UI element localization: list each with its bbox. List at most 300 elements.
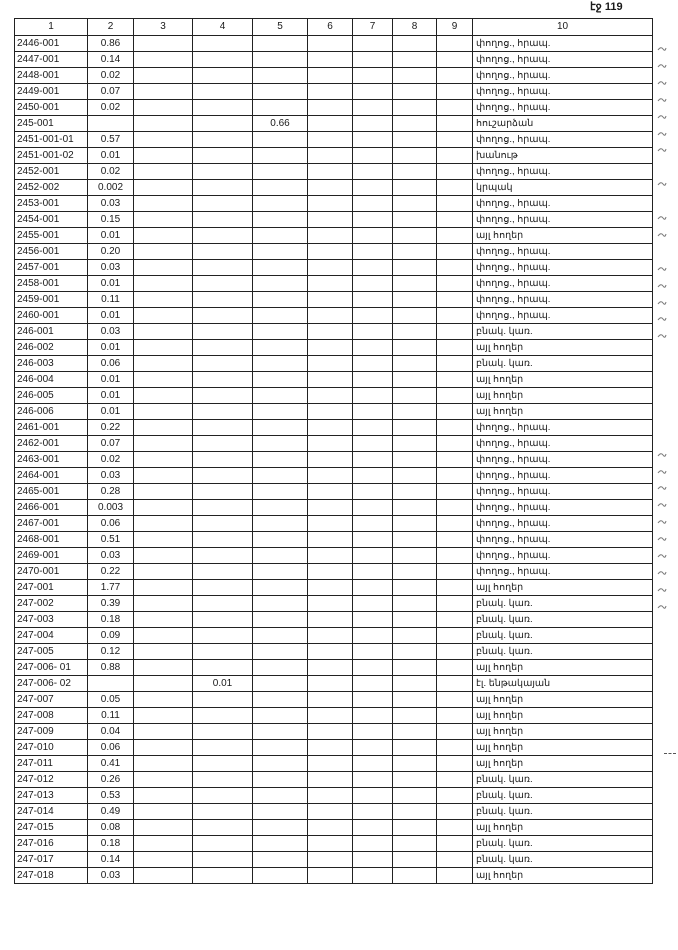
cell-col-7 bbox=[353, 612, 393, 628]
cell-col-5 bbox=[253, 484, 308, 500]
cell-col-9 bbox=[437, 36, 473, 52]
cell-col-10: փողոց., հրապ. bbox=[473, 308, 653, 324]
table-row bbox=[15, 52, 653, 68]
cell-col-7 bbox=[353, 628, 393, 644]
table-row bbox=[15, 596, 653, 612]
cell-col-8 bbox=[393, 276, 437, 292]
land-register-table bbox=[14, 18, 653, 884]
cell-col-7 bbox=[353, 564, 393, 580]
table-row bbox=[15, 212, 653, 228]
cell-col-10: փողոց., հրապ. bbox=[473, 164, 653, 180]
cell-col-8 bbox=[393, 660, 437, 676]
cell-col-3 bbox=[134, 500, 193, 516]
cell-col-5 bbox=[253, 724, 308, 740]
cell-col-6 bbox=[308, 580, 353, 596]
cell-col-6 bbox=[308, 420, 353, 436]
table-row bbox=[15, 228, 653, 244]
cell-col-9 bbox=[437, 452, 473, 468]
cell-col-1: 2458-001 bbox=[15, 276, 88, 292]
cell-col-1: 2461-001 bbox=[15, 420, 88, 436]
cell-col-3 bbox=[134, 116, 193, 132]
cell-col-5 bbox=[253, 516, 308, 532]
cell-col-2: 0.22 bbox=[88, 420, 134, 436]
cell-col-9 bbox=[437, 276, 473, 292]
cell-col-6 bbox=[308, 36, 353, 52]
cell-col-5 bbox=[253, 356, 308, 372]
cell-col-5 bbox=[253, 372, 308, 388]
cell-col-2: 0.06 bbox=[88, 516, 134, 532]
cell-col-9 bbox=[437, 244, 473, 260]
cell-col-1: 2457-001 bbox=[15, 260, 88, 276]
cell-col-7 bbox=[353, 836, 393, 852]
cell-col-8 bbox=[393, 596, 437, 612]
table-row bbox=[15, 148, 653, 164]
cell-col-4 bbox=[193, 420, 253, 436]
cell-col-8 bbox=[393, 372, 437, 388]
cell-col-5 bbox=[253, 132, 308, 148]
cell-col-10: էլ. ենթակայան bbox=[473, 676, 653, 692]
cell-col-1: 247-005 bbox=[15, 644, 88, 660]
column-header-7: 7 bbox=[353, 19, 393, 36]
cell-col-10: այլ հողեր bbox=[473, 868, 653, 884]
cell-col-3 bbox=[134, 852, 193, 868]
cell-col-1: 2470-001 bbox=[15, 564, 88, 580]
table-row bbox=[15, 260, 653, 276]
cell-col-7 bbox=[353, 532, 393, 548]
cell-col-10: փողոց., հրապ. bbox=[473, 68, 653, 84]
cell-col-8 bbox=[393, 36, 437, 52]
cell-col-7 bbox=[353, 804, 393, 820]
cell-col-4 bbox=[193, 548, 253, 564]
cell-col-1: 2464-001 bbox=[15, 468, 88, 484]
cell-col-5 bbox=[253, 756, 308, 772]
cell-col-2: 0.03 bbox=[88, 196, 134, 212]
cell-col-8 bbox=[393, 228, 437, 244]
cell-col-4 bbox=[193, 36, 253, 52]
cell-col-6 bbox=[308, 52, 353, 68]
cell-col-5 bbox=[253, 436, 308, 452]
cell-col-8 bbox=[393, 308, 437, 324]
cell-col-9 bbox=[437, 628, 473, 644]
cell-col-1: 2466-001 bbox=[15, 500, 88, 516]
cell-col-2: 0.53 bbox=[88, 788, 134, 804]
cell-col-8 bbox=[393, 820, 437, 836]
table-row bbox=[15, 740, 653, 756]
cell-col-1: 2447-001 bbox=[15, 52, 88, 68]
table-row bbox=[15, 372, 653, 388]
cell-col-8 bbox=[393, 612, 437, 628]
margin-tick-mark bbox=[657, 281, 673, 293]
cell-col-9 bbox=[437, 420, 473, 436]
column-header-1: 1 bbox=[15, 19, 88, 36]
cell-col-1: 247-001 bbox=[15, 580, 88, 596]
cell-col-6 bbox=[308, 836, 353, 852]
cell-col-1: 247-017 bbox=[15, 852, 88, 868]
cell-col-3 bbox=[134, 180, 193, 196]
cell-col-8 bbox=[393, 68, 437, 84]
cell-col-9 bbox=[437, 404, 473, 420]
cell-col-9 bbox=[437, 500, 473, 516]
header-row bbox=[15, 19, 653, 36]
table-row bbox=[15, 644, 653, 660]
cell-col-3 bbox=[134, 452, 193, 468]
cell-col-3 bbox=[134, 836, 193, 852]
cell-col-10: խանութ bbox=[473, 148, 653, 164]
cell-col-2: 0.02 bbox=[88, 100, 134, 116]
cell-col-2: 0.11 bbox=[88, 708, 134, 724]
cell-col-5 bbox=[253, 804, 308, 820]
cell-col-3 bbox=[134, 596, 193, 612]
cell-col-1: 2449-001 bbox=[15, 84, 88, 100]
cell-col-6 bbox=[308, 756, 353, 772]
cell-col-1: 2446-001 bbox=[15, 36, 88, 52]
cell-col-3 bbox=[134, 420, 193, 436]
cell-col-5 bbox=[253, 36, 308, 52]
cell-col-3 bbox=[134, 100, 193, 116]
cell-col-6 bbox=[308, 148, 353, 164]
cell-col-5 bbox=[253, 820, 308, 836]
cell-col-1: 2451-001-02 bbox=[15, 148, 88, 164]
table-row bbox=[15, 116, 653, 132]
cell-col-1: 247-010 bbox=[15, 740, 88, 756]
cell-col-5 bbox=[253, 740, 308, 756]
cell-col-3 bbox=[134, 756, 193, 772]
table-row bbox=[15, 756, 653, 772]
cell-col-3 bbox=[134, 132, 193, 148]
cell-col-3 bbox=[134, 580, 193, 596]
cell-col-3 bbox=[134, 148, 193, 164]
cell-col-7 bbox=[353, 52, 393, 68]
cell-col-9 bbox=[437, 548, 473, 564]
cell-col-3 bbox=[134, 68, 193, 84]
cell-col-9 bbox=[437, 852, 473, 868]
cell-col-8 bbox=[393, 148, 437, 164]
cell-col-4 bbox=[193, 452, 253, 468]
cell-col-5 bbox=[253, 772, 308, 788]
cell-col-4 bbox=[193, 564, 253, 580]
cell-col-8 bbox=[393, 84, 437, 100]
cell-col-2: 0.20 bbox=[88, 244, 134, 260]
table-row bbox=[15, 292, 653, 308]
cell-col-4 bbox=[193, 260, 253, 276]
margin-tick-mark bbox=[657, 78, 673, 90]
cell-col-6 bbox=[308, 564, 353, 580]
cell-col-7 bbox=[353, 548, 393, 564]
cell-col-7 bbox=[353, 260, 393, 276]
cell-col-3 bbox=[134, 548, 193, 564]
cell-col-10: այլ հողեր bbox=[473, 660, 653, 676]
cell-col-7 bbox=[353, 164, 393, 180]
cell-col-9 bbox=[437, 436, 473, 452]
cell-col-7 bbox=[353, 100, 393, 116]
cell-col-4 bbox=[193, 596, 253, 612]
margin-tick-mark bbox=[657, 264, 673, 276]
cell-col-9 bbox=[437, 772, 473, 788]
column-header-4: 4 bbox=[193, 19, 253, 36]
margin-tick-mark bbox=[657, 331, 673, 343]
cell-col-5 bbox=[253, 180, 308, 196]
table-row bbox=[15, 324, 653, 340]
cell-col-8 bbox=[393, 388, 437, 404]
table-row bbox=[15, 804, 653, 820]
cell-col-8 bbox=[393, 788, 437, 804]
margin-tick-mark bbox=[657, 61, 673, 73]
cell-col-9 bbox=[437, 164, 473, 180]
cell-col-4 bbox=[193, 852, 253, 868]
cell-col-7 bbox=[353, 708, 393, 724]
cell-col-2: 0.07 bbox=[88, 84, 134, 100]
cell-col-3 bbox=[134, 436, 193, 452]
cell-col-9 bbox=[437, 180, 473, 196]
cell-col-2: 0.11 bbox=[88, 292, 134, 308]
cell-col-1: 247-003 bbox=[15, 612, 88, 628]
cell-col-1: 246-003 bbox=[15, 356, 88, 372]
cell-col-6 bbox=[308, 132, 353, 148]
margin-tick-mark bbox=[657, 585, 673, 597]
cell-col-7 bbox=[353, 324, 393, 340]
cell-col-7 bbox=[353, 228, 393, 244]
cell-col-3 bbox=[134, 260, 193, 276]
cell-col-1: 2459-001 bbox=[15, 292, 88, 308]
cell-col-6 bbox=[308, 468, 353, 484]
cell-col-1: 246-005 bbox=[15, 388, 88, 404]
cell-col-6 bbox=[308, 212, 353, 228]
cell-col-6 bbox=[308, 340, 353, 356]
cell-col-5 bbox=[253, 324, 308, 340]
cell-col-10: բնակ. կառ. bbox=[473, 788, 653, 804]
cell-col-4 bbox=[193, 532, 253, 548]
cell-col-4 bbox=[193, 164, 253, 180]
cell-col-2: 0.39 bbox=[88, 596, 134, 612]
table-row bbox=[15, 516, 653, 532]
cell-col-5 bbox=[253, 580, 308, 596]
cell-col-8 bbox=[393, 772, 437, 788]
margin-tick-mark bbox=[657, 145, 673, 157]
cell-col-10: այլ հողեր bbox=[473, 708, 653, 724]
margin-tick-mark bbox=[657, 568, 673, 580]
cell-col-6 bbox=[308, 772, 353, 788]
cell-col-9 bbox=[437, 292, 473, 308]
cell-col-1: 246-006 bbox=[15, 404, 88, 420]
cell-col-5 bbox=[253, 692, 308, 708]
cell-col-4 bbox=[193, 436, 253, 452]
cell-col-2: 0.01 bbox=[88, 228, 134, 244]
cell-col-5 bbox=[253, 404, 308, 420]
cell-col-4 bbox=[193, 644, 253, 660]
cell-col-6 bbox=[308, 724, 353, 740]
table-row bbox=[15, 164, 653, 180]
cell-col-10: փողոց., հրապ. bbox=[473, 52, 653, 68]
table-row bbox=[15, 628, 653, 644]
cell-col-1: 247-011 bbox=[15, 756, 88, 772]
cell-col-2: 0.15 bbox=[88, 212, 134, 228]
table-row bbox=[15, 484, 653, 500]
cell-col-4 bbox=[193, 708, 253, 724]
cell-col-4 bbox=[193, 404, 253, 420]
cell-col-6 bbox=[308, 244, 353, 260]
cell-col-2: 0.01 bbox=[88, 404, 134, 420]
cell-col-6 bbox=[308, 100, 353, 116]
cell-col-2: 0.03 bbox=[88, 548, 134, 564]
cell-col-9 bbox=[437, 692, 473, 708]
cell-col-9 bbox=[437, 660, 473, 676]
cell-col-4 bbox=[193, 180, 253, 196]
cell-col-6 bbox=[308, 820, 353, 836]
cell-col-10: այլ հողեր bbox=[473, 692, 653, 708]
table-row bbox=[15, 868, 653, 884]
table-row bbox=[15, 436, 653, 452]
column-header-3: 3 bbox=[134, 19, 193, 36]
cell-col-1: 247-006- 02 bbox=[15, 676, 88, 692]
cell-col-4 bbox=[193, 580, 253, 596]
cell-col-10: այլ հողեր bbox=[473, 228, 653, 244]
cell-col-4 bbox=[193, 612, 253, 628]
cell-col-6 bbox=[308, 516, 353, 532]
cell-col-5 bbox=[253, 644, 308, 660]
cell-col-5 bbox=[253, 628, 308, 644]
cell-col-3 bbox=[134, 772, 193, 788]
cell-col-1: 2450-001 bbox=[15, 100, 88, 116]
cell-col-10: փողոց., հրապ. bbox=[473, 532, 653, 548]
margin-tick-mark bbox=[657, 230, 673, 242]
cell-col-3 bbox=[134, 324, 193, 340]
margin-tick-mark bbox=[657, 314, 673, 326]
cell-col-6 bbox=[308, 628, 353, 644]
cell-col-7 bbox=[353, 644, 393, 660]
table-row bbox=[15, 100, 653, 116]
cell-col-10: փողոց., հրապ. bbox=[473, 276, 653, 292]
cell-col-5 bbox=[253, 260, 308, 276]
cell-col-9 bbox=[437, 324, 473, 340]
cell-col-5 bbox=[253, 836, 308, 852]
cell-col-6 bbox=[308, 404, 353, 420]
cell-col-2: 0.07 bbox=[88, 436, 134, 452]
cell-col-4 bbox=[193, 836, 253, 852]
cell-col-6 bbox=[308, 324, 353, 340]
cell-col-5 bbox=[253, 532, 308, 548]
cell-col-3 bbox=[134, 196, 193, 212]
cell-col-3 bbox=[134, 532, 193, 548]
cell-col-5 bbox=[253, 612, 308, 628]
cell-col-3 bbox=[134, 740, 193, 756]
cell-col-10: բնակ. կառ. bbox=[473, 356, 653, 372]
cell-col-9 bbox=[437, 68, 473, 84]
table-row bbox=[15, 244, 653, 260]
cell-col-10: բնակ. կառ. bbox=[473, 612, 653, 628]
cell-col-8 bbox=[393, 628, 437, 644]
cell-col-4 bbox=[193, 340, 253, 356]
cell-col-1: 246-002 bbox=[15, 340, 88, 356]
cell-col-3 bbox=[134, 820, 193, 836]
cell-col-10: փողոց., հրապ. bbox=[473, 468, 653, 484]
cell-col-3 bbox=[134, 36, 193, 52]
cell-col-1: 247-012 bbox=[15, 772, 88, 788]
cell-col-1: 2456-001 bbox=[15, 244, 88, 260]
cell-col-1: 2467-001 bbox=[15, 516, 88, 532]
cell-col-3 bbox=[134, 484, 193, 500]
cell-col-5 bbox=[253, 468, 308, 484]
cell-col-6 bbox=[308, 452, 353, 468]
cell-col-7 bbox=[353, 340, 393, 356]
cell-col-6 bbox=[308, 164, 353, 180]
cell-col-5: 0.66 bbox=[253, 116, 308, 132]
cell-col-8 bbox=[393, 420, 437, 436]
cell-col-9 bbox=[437, 340, 473, 356]
cell-col-3 bbox=[134, 212, 193, 228]
cell-col-3 bbox=[134, 628, 193, 644]
cell-col-6 bbox=[308, 708, 353, 724]
cell-col-4 bbox=[193, 308, 253, 324]
cell-col-2: 0.03 bbox=[88, 868, 134, 884]
table-row bbox=[15, 308, 653, 324]
table-row bbox=[15, 356, 653, 372]
margin-tick-mark bbox=[657, 129, 673, 141]
cell-col-4 bbox=[193, 756, 253, 772]
cell-col-4 bbox=[193, 804, 253, 820]
cell-col-2: 0.06 bbox=[88, 740, 134, 756]
cell-col-8 bbox=[393, 708, 437, 724]
cell-col-2: 0.18 bbox=[88, 836, 134, 852]
table-row bbox=[15, 388, 653, 404]
cell-col-7 bbox=[353, 436, 393, 452]
cell-col-8 bbox=[393, 324, 437, 340]
cell-col-2: 0.88 bbox=[88, 660, 134, 676]
cell-col-8 bbox=[393, 500, 437, 516]
cell-col-2: 0.14 bbox=[88, 52, 134, 68]
cell-col-9 bbox=[437, 100, 473, 116]
margin-tick-mark bbox=[657, 483, 673, 495]
cell-col-8 bbox=[393, 868, 437, 884]
cell-col-9 bbox=[437, 132, 473, 148]
cell-col-10: այլ հողեր bbox=[473, 724, 653, 740]
cell-col-9 bbox=[437, 84, 473, 100]
cell-col-7 bbox=[353, 180, 393, 196]
cell-col-8 bbox=[393, 836, 437, 852]
cell-col-2: 0.02 bbox=[88, 164, 134, 180]
cell-col-10: փողոց., հրապ. bbox=[473, 36, 653, 52]
cell-col-3 bbox=[134, 356, 193, 372]
cell-col-2: 0.01 bbox=[88, 308, 134, 324]
table-row bbox=[15, 452, 653, 468]
cell-col-7 bbox=[353, 724, 393, 740]
table-row bbox=[15, 196, 653, 212]
cell-col-9 bbox=[437, 228, 473, 244]
cell-col-7 bbox=[353, 356, 393, 372]
cell-col-2: 0.41 bbox=[88, 756, 134, 772]
column-header-5: 5 bbox=[253, 19, 308, 36]
cell-col-5 bbox=[253, 100, 308, 116]
table-row bbox=[15, 580, 653, 596]
cell-col-2: 0.03 bbox=[88, 260, 134, 276]
cell-col-2: 0.01 bbox=[88, 276, 134, 292]
cell-col-1: 247-013 bbox=[15, 788, 88, 804]
table-row bbox=[15, 612, 653, 628]
cell-col-1: 2452-001 bbox=[15, 164, 88, 180]
table-row bbox=[15, 532, 653, 548]
cell-col-1: 2453-001 bbox=[15, 196, 88, 212]
cell-col-6 bbox=[308, 692, 353, 708]
cell-col-2 bbox=[88, 676, 134, 692]
cell-col-1: 246-001 bbox=[15, 324, 88, 340]
cell-col-6 bbox=[308, 788, 353, 804]
margin-tick-mark bbox=[657, 602, 673, 614]
cell-col-8 bbox=[393, 52, 437, 68]
cell-col-8 bbox=[393, 756, 437, 772]
margin-tick-mark bbox=[657, 534, 673, 546]
cell-col-8 bbox=[393, 676, 437, 692]
cell-col-5 bbox=[253, 852, 308, 868]
cell-col-9 bbox=[437, 676, 473, 692]
